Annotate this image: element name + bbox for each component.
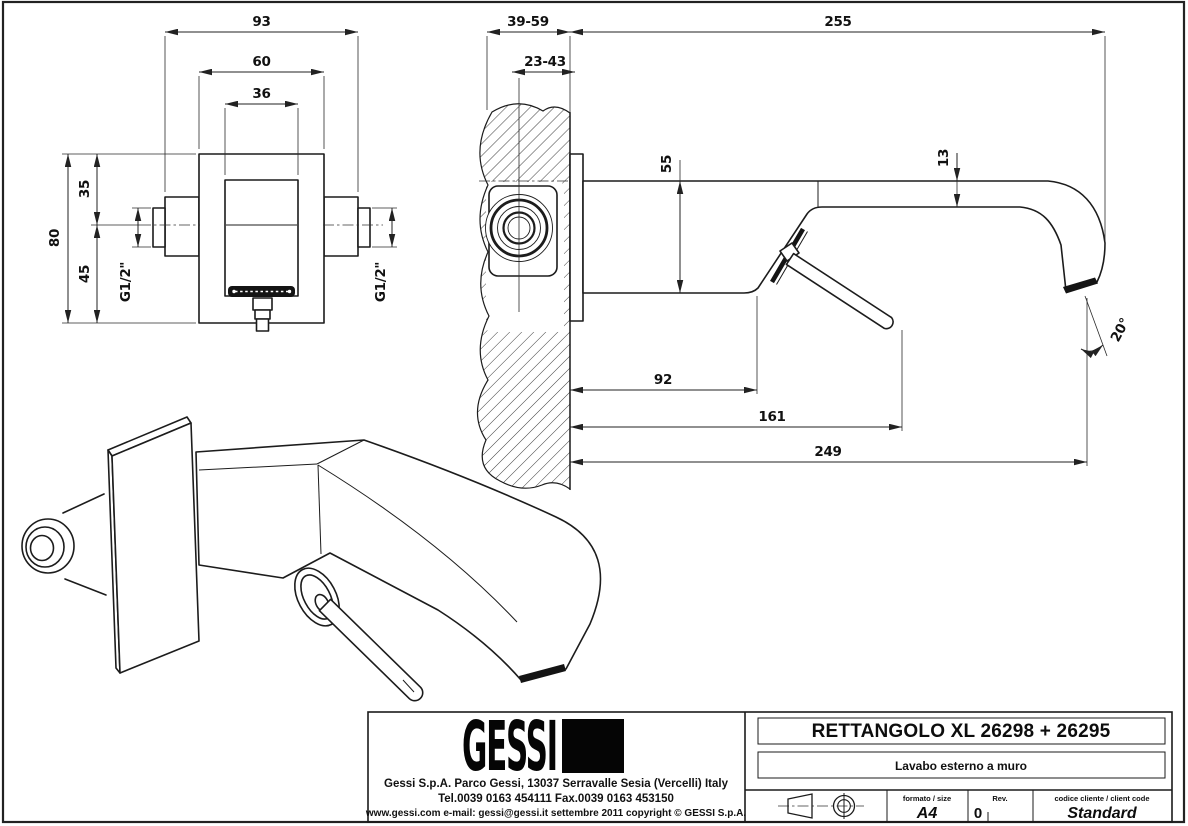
dim-side-wall-inner-range: 23-43 — [524, 54, 566, 70]
side-view — [477, 14, 1133, 490]
dim-side-spout-thickness: 13 — [936, 148, 952, 168]
dim-side-overall-projection: 255 — [824, 14, 852, 30]
dim-side-body-projection: 92 — [653, 372, 673, 388]
wall-plate-side — [570, 154, 583, 321]
left-connector-body — [165, 197, 199, 256]
gessi-logo-text: GESSI — [462, 706, 557, 787]
client-code-value: Standard — [1067, 805, 1137, 822]
product-description: Lavabo esterno a muro — [894, 759, 1028, 773]
dim-front-thread-left: G1/2" — [118, 261, 134, 303]
company-web: www.gessi.com e-mail: gessi@gessi.it settembre 2011 copyright © GESSI S.p.A. — [365, 808, 747, 819]
dim-front-overall-height: 80 — [47, 228, 63, 248]
dim-side-spout-projection: 249 — [814, 444, 842, 460]
right-connector-body — [324, 197, 358, 256]
gessi-logo-square — [562, 719, 624, 773]
projection-symbol-icon — [778, 793, 864, 819]
company-address: Gessi S.p.A. Parco Gessi, 13037 Serravalle Sesia (Vercelli) Italy — [384, 778, 728, 790]
client-code-label: codice cliente / client code — [1054, 794, 1150, 803]
dim-front-plate-width: 60 — [252, 54, 271, 70]
format-label: formato / size — [902, 794, 952, 803]
dim-front-spout-width: 36 — [252, 86, 271, 102]
product-title: RETTANGOLO XL 26298 + 26295 — [811, 721, 1111, 742]
dim-front-lower-height: 45 — [77, 264, 93, 284]
gessi-logo — [462, 707, 624, 787]
wall-plate-3d — [112, 423, 199, 673]
lever-front-3 — [257, 319, 269, 331]
sheet-border — [3, 2, 1184, 822]
dim-front-upper-height: 35 — [77, 179, 93, 199]
format-value: A4 — [916, 805, 938, 822]
dim-front-thread-right: G1/2" — [373, 261, 389, 303]
rev-value: 0 — [973, 805, 983, 822]
title-block — [365, 707, 1172, 822]
lever-front-2 — [255, 310, 270, 319]
rev-label: Rev. — [992, 794, 1008, 803]
company-contacts: Tel.0039 0163 454111 Fax.0039 0163 453150 — [438, 793, 674, 805]
lever-front-1 — [253, 298, 272, 310]
dim-side-body-height: 55 — [659, 154, 675, 174]
wall-hatch — [477, 104, 570, 489]
left-thread-stub — [153, 208, 165, 247]
spout-front — [225, 180, 298, 296]
front-view — [47, 14, 397, 331]
dim-side-lever-projection: 161 — [758, 409, 786, 425]
right-thread-stub — [358, 208, 370, 247]
dim-side-outlet-angle: 20° — [1107, 315, 1134, 345]
lever-side — [772, 229, 893, 329]
body-spout-side — [583, 181, 1105, 293]
dim-side-wall-range: 39-59 — [507, 14, 549, 30]
dim-front-overall-width: 93 — [252, 14, 271, 30]
